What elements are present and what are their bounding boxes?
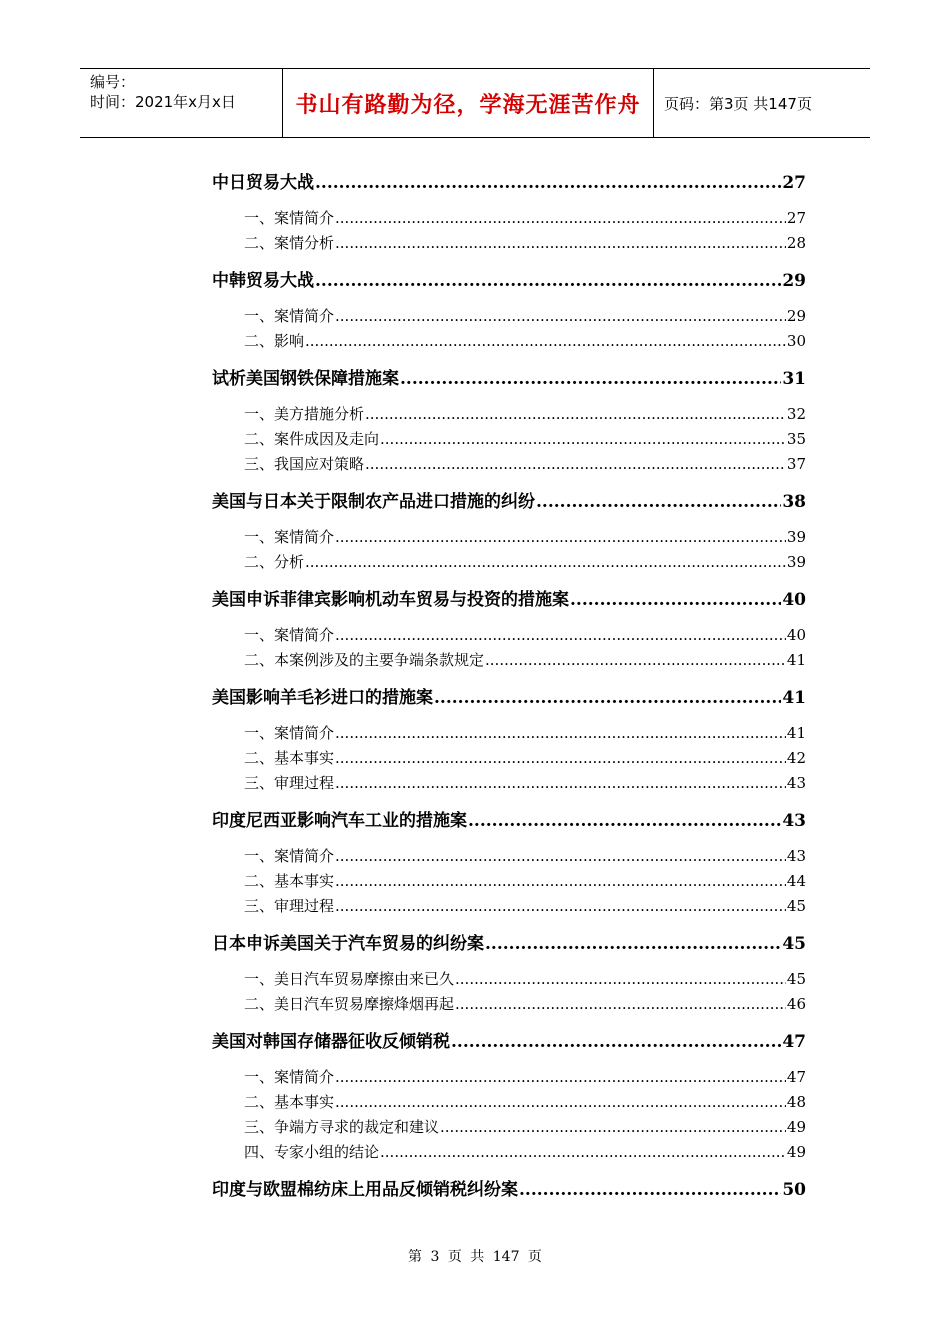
- header-motto-cell: [282, 69, 654, 137]
- toc-subsection[interactable]: [212, 844, 806, 869]
- toc-subsection-title: 二、美日汽车贸易摩擦烽烟再起: [244, 995, 455, 1013]
- page-info: 页码：第3页 共147页: [664, 94, 812, 113]
- toc-subsection-title: 一、案情简介: [244, 626, 335, 644]
- toc-section-title: 中日贸易大战: [212, 173, 314, 193]
- toc-section-page-number: 38: [782, 492, 806, 512]
- dot-leader: [335, 894, 786, 919]
- serial-label: 编号：: [90, 73, 136, 91]
- dot-leader: [455, 992, 786, 1017]
- toc-subsection-page-number: 28: [786, 234, 806, 252]
- dot-leader: [434, 683, 781, 713]
- toc-subsection-page-number: 35: [786, 430, 806, 448]
- toc-section[interactable]: [212, 1027, 806, 1057]
- section-gap: [212, 394, 806, 402]
- toc-subsection[interactable]: [212, 967, 806, 992]
- dot-leader: [536, 487, 781, 517]
- section-gap: [212, 256, 806, 264]
- toc-section-page-number: 41: [782, 688, 806, 708]
- toc-subsection-title: 一、案情简介: [244, 847, 335, 865]
- toc-section[interactable]: [212, 683, 806, 713]
- dot-leader: [335, 771, 786, 796]
- toc-subsection-title: 三、争端方寻求的裁定和建议: [244, 1118, 440, 1136]
- toc-subsection[interactable]: [212, 304, 806, 329]
- section-gap: [212, 1017, 806, 1025]
- toc-subsection[interactable]: [212, 648, 806, 673]
- toc-subsection-title: 二、基本事实: [244, 749, 335, 767]
- section-gap: [212, 836, 806, 844]
- toc-subsection[interactable]: [212, 771, 806, 796]
- dot-leader: [335, 721, 786, 746]
- toc-section-title: 日本申诉美国关于汽车贸易的纠纷案: [212, 934, 484, 954]
- toc-subsection-page-number: 43: [786, 774, 806, 792]
- toc-subsection-page-number: 44: [786, 872, 806, 890]
- dot-leader: [380, 1140, 786, 1165]
- toc-subsection[interactable]: [212, 992, 806, 1017]
- section-gap: [212, 1213, 806, 1221]
- toc-section-title: 美国申诉菲律宾影响机动车贸易与投资的措施案: [212, 590, 569, 610]
- toc-section[interactable]: [212, 487, 806, 517]
- toc-subsection[interactable]: [212, 894, 806, 919]
- dot-leader: [440, 1115, 786, 1140]
- dot-leader: [315, 266, 781, 296]
- toc-subsection[interactable]: [212, 1065, 806, 1090]
- toc-subsection-title: 三、审理过程: [244, 897, 335, 915]
- dot-leader: [380, 427, 786, 452]
- toc-section-title: 美国与日本关于限制农产品进口措施的纠纷: [212, 492, 535, 512]
- toc-section[interactable]: [212, 168, 806, 198]
- dot-leader: [365, 402, 786, 427]
- dot-leader: [315, 168, 781, 198]
- toc-subsection[interactable]: [212, 1115, 806, 1140]
- toc-section-page-number: 31: [782, 369, 806, 389]
- toc-subsection-title: 二、基本事实: [244, 872, 335, 890]
- toc-subsection-page-number: 49: [786, 1143, 806, 1161]
- toc-section-title: 印度与欧盟棉纺床上用品反倾销税纠纷案: [212, 1180, 518, 1200]
- toc-subsection-page-number: 27: [786, 209, 806, 227]
- toc-section[interactable]: [212, 585, 806, 615]
- toc-subsection-page-number: 39: [786, 553, 806, 571]
- toc-subsection[interactable]: [212, 206, 806, 231]
- toc-section-title: 印度尼西亚影响汽车工业的措施案: [212, 811, 467, 831]
- toc-subsection-title: 一、案情简介: [244, 1068, 335, 1086]
- section-gap: [212, 959, 806, 967]
- dot-leader: [335, 304, 786, 329]
- dot-leader: [468, 806, 781, 836]
- toc-subsection-page-number: 30: [786, 332, 806, 350]
- toc-section-page-number: 43: [782, 811, 806, 831]
- header-page-cell: [654, 69, 870, 137]
- dot-leader: [400, 364, 781, 394]
- dot-leader: [451, 1027, 781, 1057]
- dot-leader: [519, 1175, 781, 1205]
- toc-subsection[interactable]: [212, 329, 806, 354]
- toc-subsection-title: 一、美方措施分析: [244, 405, 365, 423]
- toc-section[interactable]: [212, 266, 806, 296]
- toc-section-page-number: 27: [782, 173, 806, 193]
- dot-leader: [335, 869, 786, 894]
- toc-subsection-title: 一、美日汽车贸易摩擦由来已久: [244, 970, 455, 988]
- toc-subsection[interactable]: [212, 452, 806, 477]
- toc-subsection[interactable]: [212, 550, 806, 575]
- motto-text: 书山有路勤为径，学海无涯苦作舟: [295, 92, 641, 118]
- dot-leader: [335, 746, 786, 771]
- toc-section-title: 美国对韩国存储器征收反倾销税: [212, 1032, 450, 1052]
- time-label: 时间：2021年x月x日: [90, 93, 236, 111]
- dot-leader: [335, 525, 786, 550]
- toc-subsection-page-number: 39: [786, 528, 806, 546]
- section-gap: [212, 673, 806, 681]
- page-header: [80, 68, 870, 138]
- toc-section[interactable]: [212, 1175, 806, 1205]
- toc-subsection-title: 三、审理过程: [244, 774, 335, 792]
- toc-subsection-page-number: 45: [786, 970, 806, 988]
- toc-subsection-title: 一、案情简介: [244, 724, 335, 742]
- toc-section[interactable]: [212, 929, 806, 959]
- dot-leader: [365, 452, 786, 477]
- dot-leader: [570, 585, 781, 615]
- section-gap: [212, 296, 806, 304]
- toc-subsection-title: 一、案情简介: [244, 528, 335, 546]
- toc-subsection-title: 二、案件成因及走向: [244, 430, 380, 448]
- table-of-contents: [212, 166, 806, 1221]
- section-gap: [212, 796, 806, 804]
- toc-subsection-title: 二、本案例涉及的主要争端条款规定: [244, 651, 485, 669]
- dot-leader: [305, 550, 786, 575]
- dot-leader: [335, 623, 786, 648]
- dot-leader: [335, 206, 786, 231]
- toc-subsection[interactable]: [212, 869, 806, 894]
- toc-section[interactable]: [212, 364, 806, 394]
- toc-subsection-page-number: 41: [786, 724, 806, 742]
- section-gap: [212, 713, 806, 721]
- toc-subsection-page-number: 45: [786, 897, 806, 915]
- dot-leader: [335, 231, 786, 256]
- dot-leader: [335, 1090, 786, 1115]
- header-left-cell: [80, 69, 282, 137]
- toc-subsection-title: 一、案情简介: [244, 209, 335, 227]
- section-gap: [212, 575, 806, 583]
- toc-section-page-number: 40: [782, 590, 806, 610]
- toc-subsection-title: 二、影响: [244, 332, 305, 350]
- toc-subsection[interactable]: [212, 427, 806, 452]
- toc-section-page-number: 47: [782, 1032, 806, 1052]
- section-gap: [212, 354, 806, 362]
- toc-subsection-page-number: 29: [786, 307, 806, 325]
- dot-leader: [335, 844, 786, 869]
- toc-subsection[interactable]: [212, 623, 806, 648]
- dot-leader: [305, 329, 786, 354]
- toc-subsection-title: 二、分析: [244, 553, 305, 571]
- toc-section-title: 美国影响羊毛衫进口的措施案: [212, 688, 433, 708]
- dot-leader: [335, 1065, 786, 1090]
- section-gap: [212, 1165, 806, 1173]
- toc-section-title: 试析美国钢铁保障措施案: [212, 369, 399, 389]
- toc-subsection-page-number: 40: [786, 626, 806, 644]
- section-gap: [212, 1205, 806, 1213]
- toc-subsection-page-number: 47: [786, 1068, 806, 1086]
- section-gap: [212, 919, 806, 927]
- toc-subsection-title: 二、案情分析: [244, 234, 335, 252]
- toc-subsection-title: 二、基本事实: [244, 1093, 335, 1111]
- toc-section-page-number: 45: [782, 934, 806, 954]
- toc-subsection-page-number: 43: [786, 847, 806, 865]
- toc-subsection-page-number: 41: [786, 651, 806, 669]
- toc-subsection[interactable]: [212, 402, 806, 427]
- toc-subsection-page-number: 46: [786, 995, 806, 1013]
- dot-leader: [485, 929, 781, 959]
- toc-section[interactable]: [212, 806, 806, 836]
- toc-section-page-number: 50: [782, 1180, 806, 1200]
- dot-leader: [485, 648, 786, 673]
- toc-subsection[interactable]: [212, 746, 806, 771]
- dot-leader: [455, 967, 786, 992]
- section-gap: [212, 1057, 806, 1065]
- toc-subsection-page-number: 48: [786, 1093, 806, 1111]
- toc-subsection[interactable]: [212, 231, 806, 256]
- toc-subsection-title: 三、我国应对策略: [244, 455, 365, 473]
- toc-section-page-number: 29: [782, 271, 806, 291]
- toc-subsection-page-number: 42: [786, 749, 806, 767]
- toc-subsection[interactable]: [212, 1090, 806, 1115]
- toc-subsection-page-number: 32: [786, 405, 806, 423]
- toc-section-title: 中韩贸易大战: [212, 271, 314, 291]
- section-gap: [212, 615, 806, 623]
- toc-subsection[interactable]: [212, 525, 806, 550]
- toc-subsection-title: 一、案情简介: [244, 307, 335, 325]
- section-gap: [212, 477, 806, 485]
- section-gap: [212, 517, 806, 525]
- toc-subsection[interactable]: [212, 1140, 806, 1165]
- toc-subsection-page-number: 49: [786, 1118, 806, 1136]
- toc-subsection-title: 四、专家小组的结论: [244, 1143, 380, 1161]
- section-gap: [212, 198, 806, 206]
- toc-subsection-page-number: 37: [786, 455, 806, 473]
- page-footer: 第 3 页 共 147 页: [408, 1249, 542, 1265]
- toc-subsection[interactable]: [212, 721, 806, 746]
